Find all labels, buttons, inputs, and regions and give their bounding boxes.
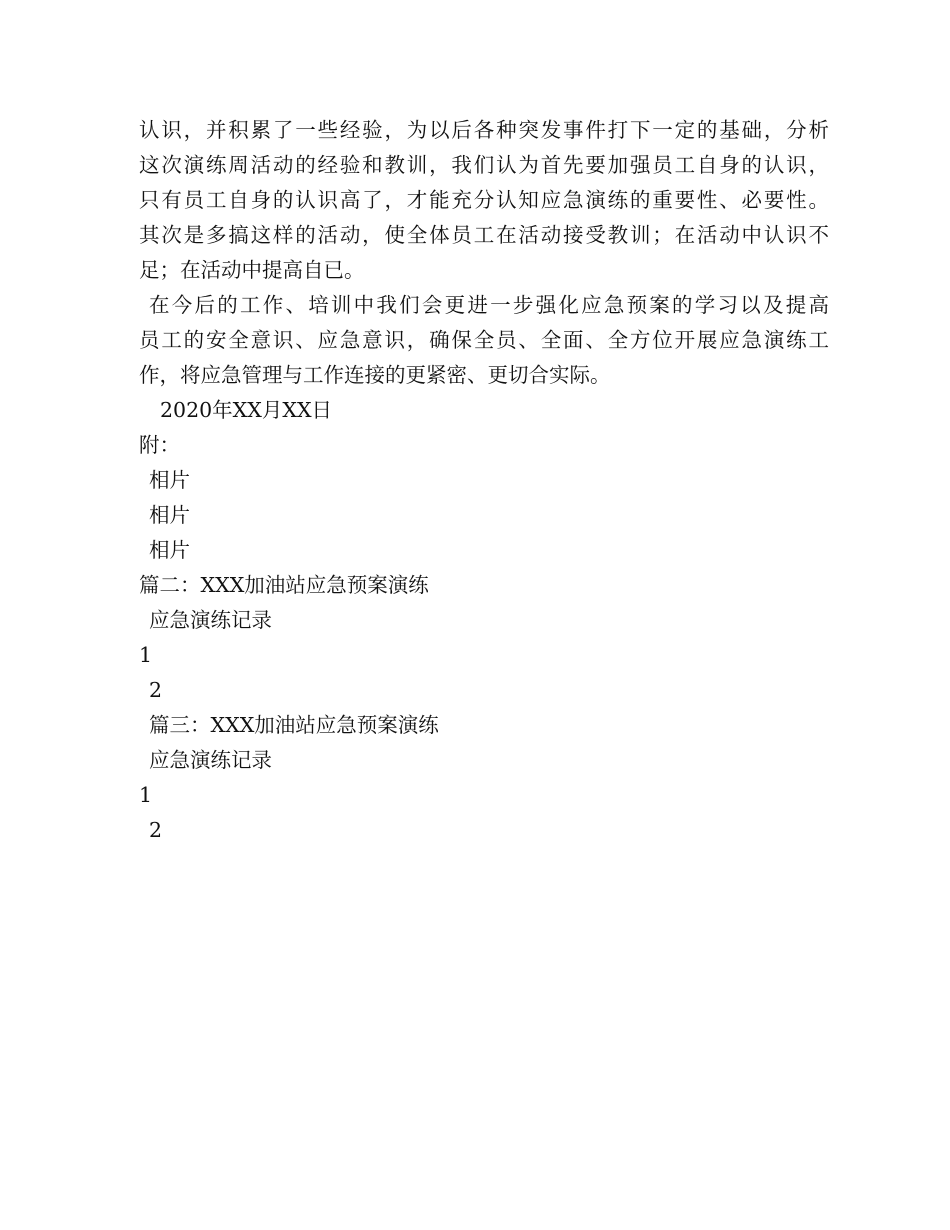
paragraph-line: 足；在活动中提高自已。	[139, 258, 365, 282]
paragraph-line: 在今后的工作、培训中我们会更进一步强化应急预案的学习以及提高	[149, 293, 829, 317]
paragraph-future-work	[139, 288, 829, 393]
photo-placeholder: 相片	[149, 538, 190, 562]
paragraph-line: 只有员工自身的认识高了，才能充分认知应急演练的重要性、必要性。	[139, 188, 829, 212]
paragraph-line: 这次演练周活动的经验和教训，我们认为首先要加强员工自身的认识，	[139, 153, 829, 177]
paragraph-line: 其次是多搞这样的活动，使全体员工在活动接受教训；在活动中认识不	[139, 223, 829, 247]
paragraph-line: 认识，并积累了一些经验，为以后各种突发事件打下一定的基础，分析	[139, 118, 829, 142]
section-2	[139, 568, 829, 708]
section-subtitle: 应急演练记录	[149, 608, 272, 632]
paragraph-line: 员工的安全意识、应急意识，确保全员、全面、全方位开展应急演练工	[139, 328, 829, 352]
section-subtitle: 应急演练记录	[149, 748, 272, 772]
paragraph-lessons	[139, 113, 829, 288]
list-item: 1	[139, 783, 153, 807]
section-title: 篇二：XXX加油站应急预案演练	[139, 573, 429, 597]
section-title: 篇三：XXX加油站应急预案演练	[149, 713, 439, 737]
list-item: 2	[149, 818, 163, 842]
list-item: 2	[149, 678, 163, 702]
document-body	[139, 113, 829, 848]
photo-placeholder: 相片	[149, 468, 190, 492]
photo-placeholder: 相片	[149, 503, 190, 527]
paragraph-line: 作，将应急管理与工作连接的更紧密、更切合实际。	[139, 363, 611, 387]
attachment-label: 附：	[139, 433, 180, 457]
list-item: 1	[139, 643, 153, 667]
date-line: 2020年XX月XX日	[160, 398, 333, 422]
section-3	[139, 708, 829, 848]
